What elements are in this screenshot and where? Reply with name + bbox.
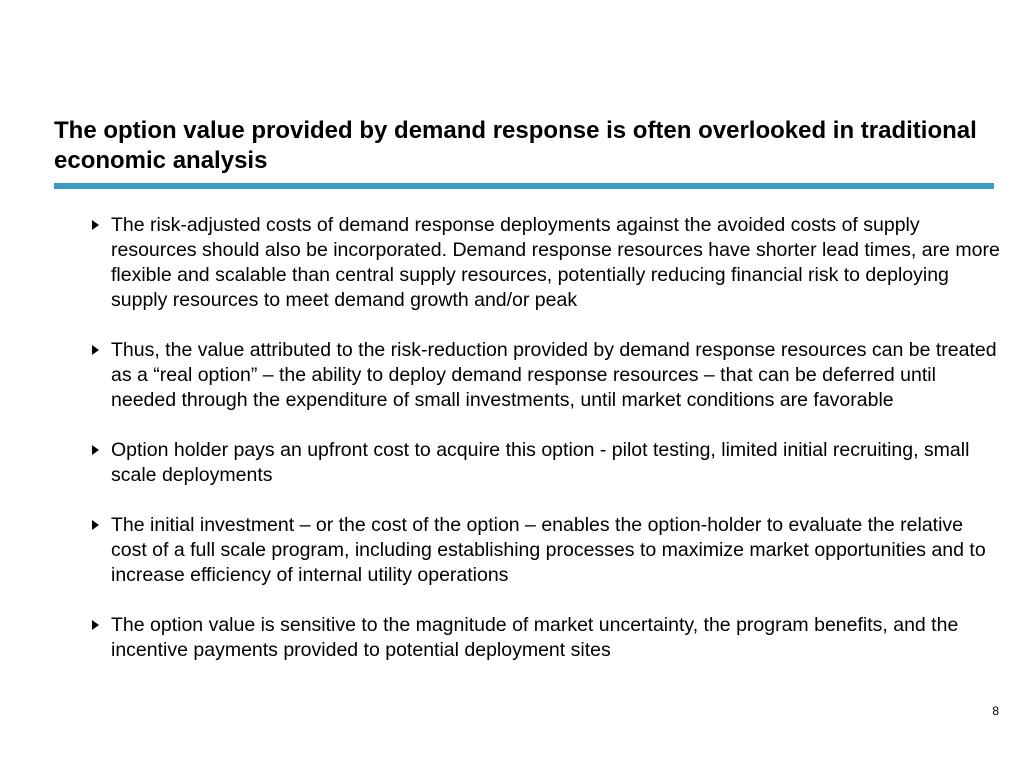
bullet-item bbox=[92, 438, 1002, 488]
bullet-item bbox=[92, 338, 1002, 413]
triangle-right-icon bbox=[92, 620, 99, 630]
triangle-right-icon bbox=[92, 220, 99, 230]
triangle-right-icon bbox=[92, 520, 99, 530]
bullet-item bbox=[92, 513, 1002, 588]
bullet-item bbox=[92, 613, 1002, 663]
bullet-text: Thus, the value attributed to the risk-reduction provided by demand response resources can be treated as a “real option” – the ability to deploy demand response resources – that can be deferred until needed through the expenditure of small investments, until market conditions are favorable bbox=[111, 339, 997, 411]
bullet-text: Option holder pays an upfront cost to acquire this option - pilot testing, limited initial recruiting, small scale deployments bbox=[111, 439, 970, 486]
bullet-text: The option value is sensitive to the magnitude of market uncertainty, the program benefits, and the incentive payments provided to potential deployment sites bbox=[111, 614, 959, 661]
bullet-list bbox=[92, 213, 1002, 688]
page-number: 8 bbox=[992, 704, 999, 718]
bullet-text: The initial investment – or the cost of the option – enables the option-holder to evaluate the relative cost of a full scale program, including establishing processes to maximize market opportunities and to increase efficiency of internal utility operations bbox=[111, 514, 986, 586]
triangle-right-icon bbox=[92, 345, 99, 355]
bullet-text: The risk-adjusted costs of demand response deployments against the avoided costs of supply resources should also be incorporated. Demand response resources have shorter lead times, are more flexible and scalable than central supply resources, potentially reducing financial risk to deploying supply resources to meet demand growth and/or peak bbox=[111, 214, 1000, 311]
bullet-item bbox=[92, 213, 1002, 313]
title-divider bbox=[54, 183, 994, 189]
slide-title: The option value provided by demand response is often overlooked in traditional economic analysis bbox=[54, 117, 977, 174]
triangle-right-icon bbox=[92, 445, 99, 455]
